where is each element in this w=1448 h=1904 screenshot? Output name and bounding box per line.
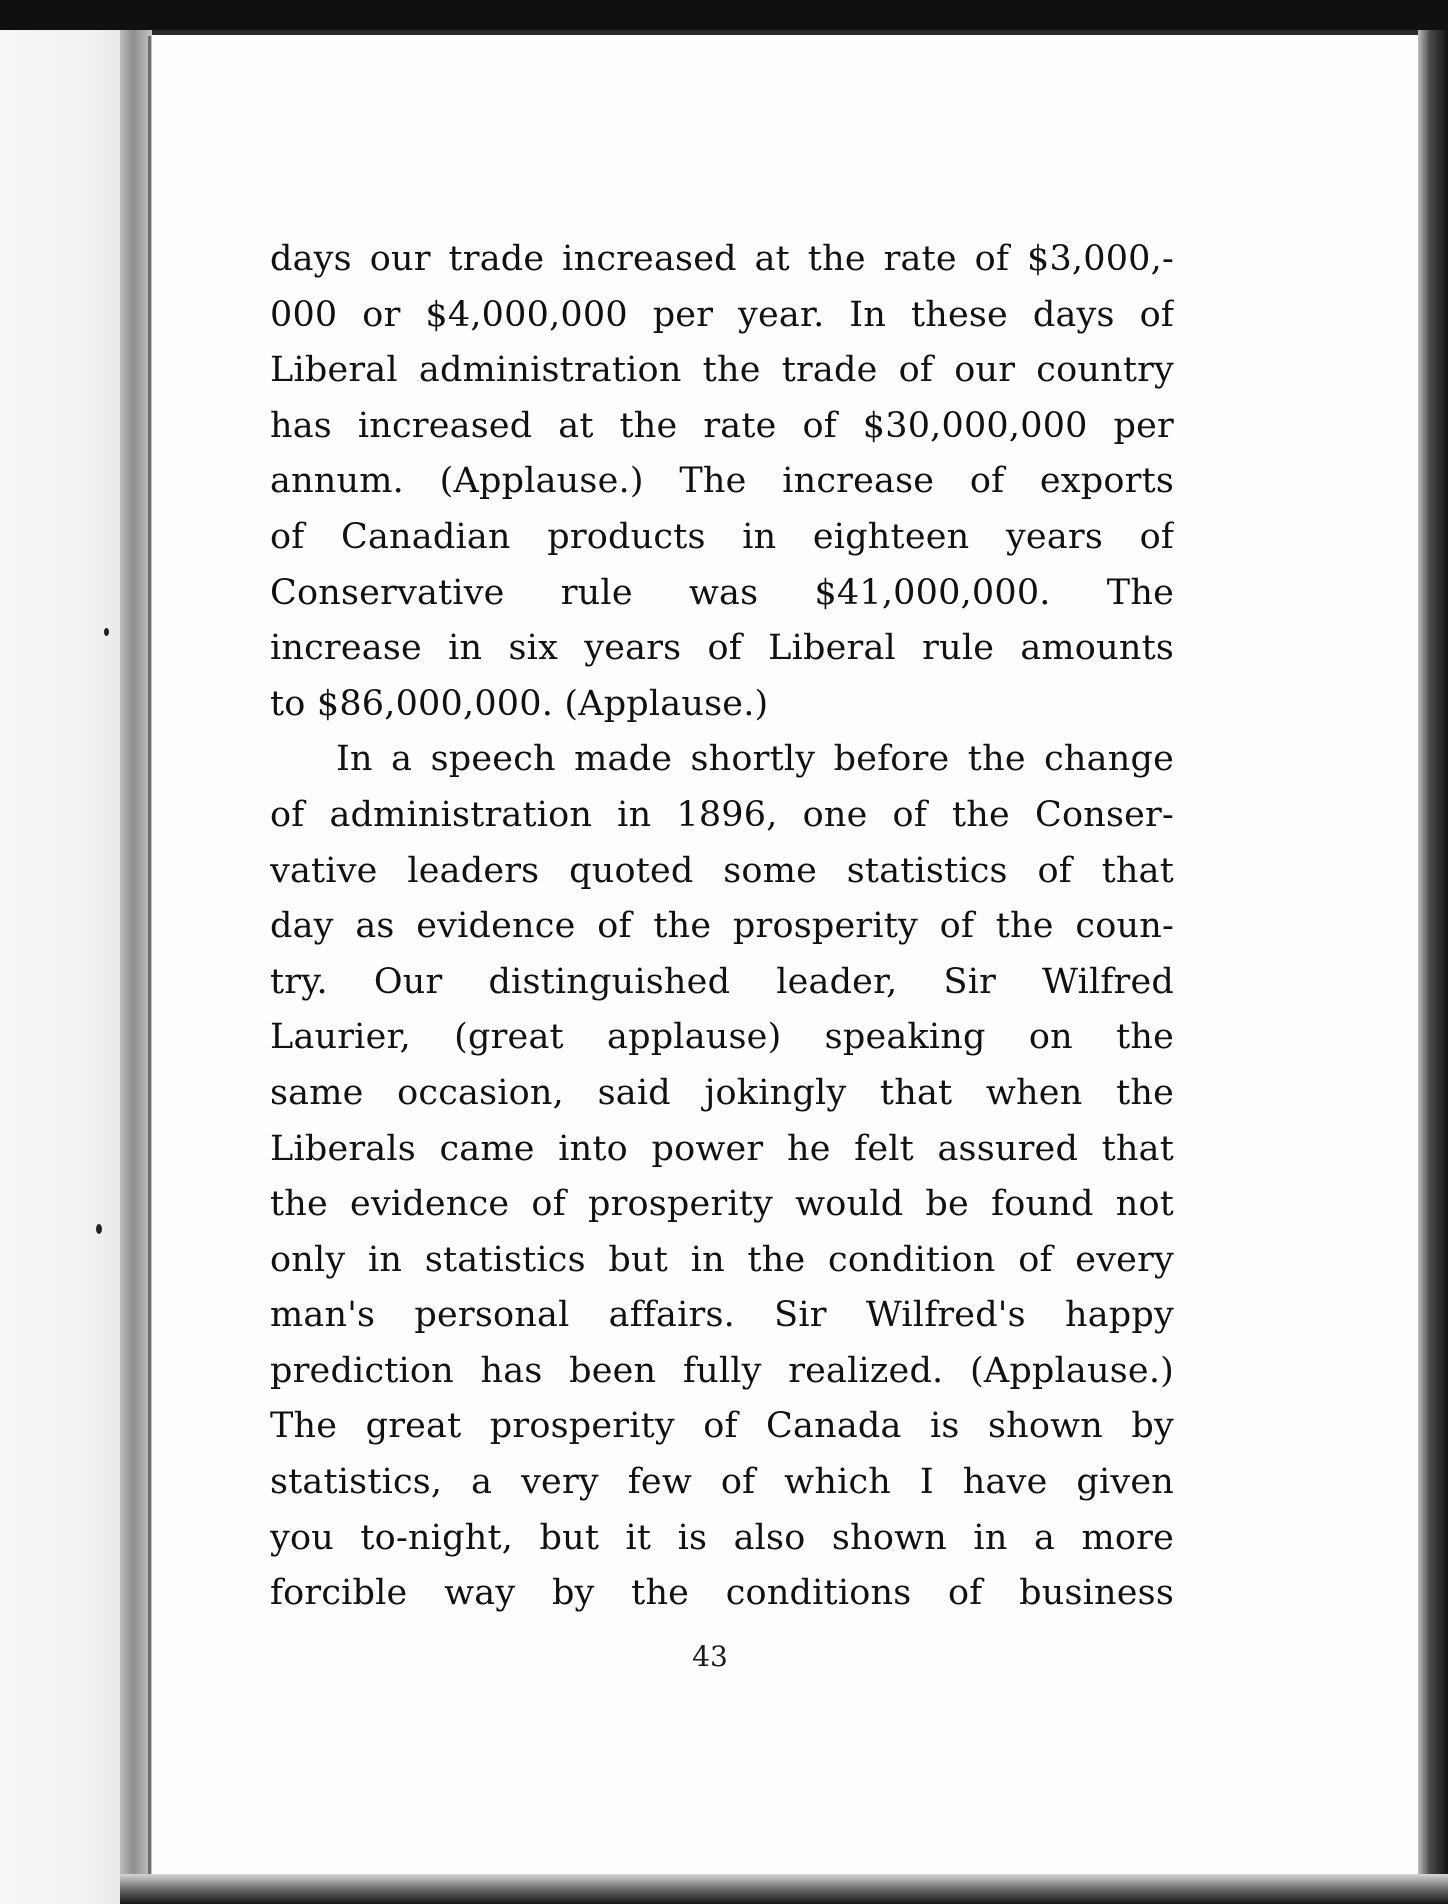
text-line: to $86,000,000. (Applause.) [270, 683, 769, 724]
text-line: increase in six years of Liberal rule amounts [270, 628, 1174, 669]
text-line: days our trade increased at the rate of $3,000,- [270, 239, 1174, 279]
text-line: Liberals came into power he felt assured that [270, 1128, 1174, 1169]
text-line: try. Our distinguished leader, Sir Wilfred [270, 961, 1174, 1002]
previous-page-edge [0, 30, 128, 1904]
text-line: Conservative rule was $41,000,000. The [270, 572, 1174, 613]
text-line: statistics, a very few of which I have given [270, 1462, 1174, 1503]
gutter-shadow-line [148, 36, 151, 1904]
text-line: prediction has been fully realized. (Applause.) [270, 1350, 1174, 1391]
paragraph-2 [270, 732, 1174, 1622]
page-body-text [270, 232, 1174, 1622]
text-line: of administration in 1896, one of the Conser- [270, 794, 1174, 835]
text-line: In a speech made shortly before the change [336, 739, 1174, 780]
text-line: man's personal affairs. Sir Wilfred's happy [270, 1295, 1174, 1336]
text-line: 000 or $4,000,000 per year. In these days of [270, 294, 1174, 335]
text-line: same occasion, said jokingly that when the [270, 1072, 1174, 1113]
page-bottom-edge [120, 1874, 1448, 1904]
ink-speck [104, 628, 109, 636]
text-line: vative leaders quoted some statistics of that [270, 850, 1174, 891]
page-right-edge [1418, 30, 1448, 1904]
page-number: 43 [692, 1640, 728, 1673]
text-line: Laurier, (great applause) speaking on the [270, 1017, 1174, 1058]
text-line: The great prosperity of Canada is shown by [270, 1406, 1174, 1447]
text-line: you to-night, but it is also shown in a more [270, 1517, 1174, 1558]
text-line: the evidence of prosperity would be found not [270, 1184, 1174, 1225]
paragraph-1 [270, 232, 1174, 732]
text-line: annum. (Applause.) The increase of exports [270, 461, 1174, 502]
text-line: day as evidence of the prosperity of the coun- [270, 906, 1174, 947]
text-line: of Canadian products in eighteen years of [270, 516, 1174, 557]
text-line: forcible way by the conditions of business [270, 1573, 1174, 1614]
ink-speck [96, 1224, 102, 1234]
text-line: Liberal administration the trade of our country [270, 350, 1174, 391]
text-line: only in statistics but in the condition of every [270, 1239, 1174, 1280]
text-line: has increased at the rate of $30,000,000 per [270, 405, 1174, 446]
